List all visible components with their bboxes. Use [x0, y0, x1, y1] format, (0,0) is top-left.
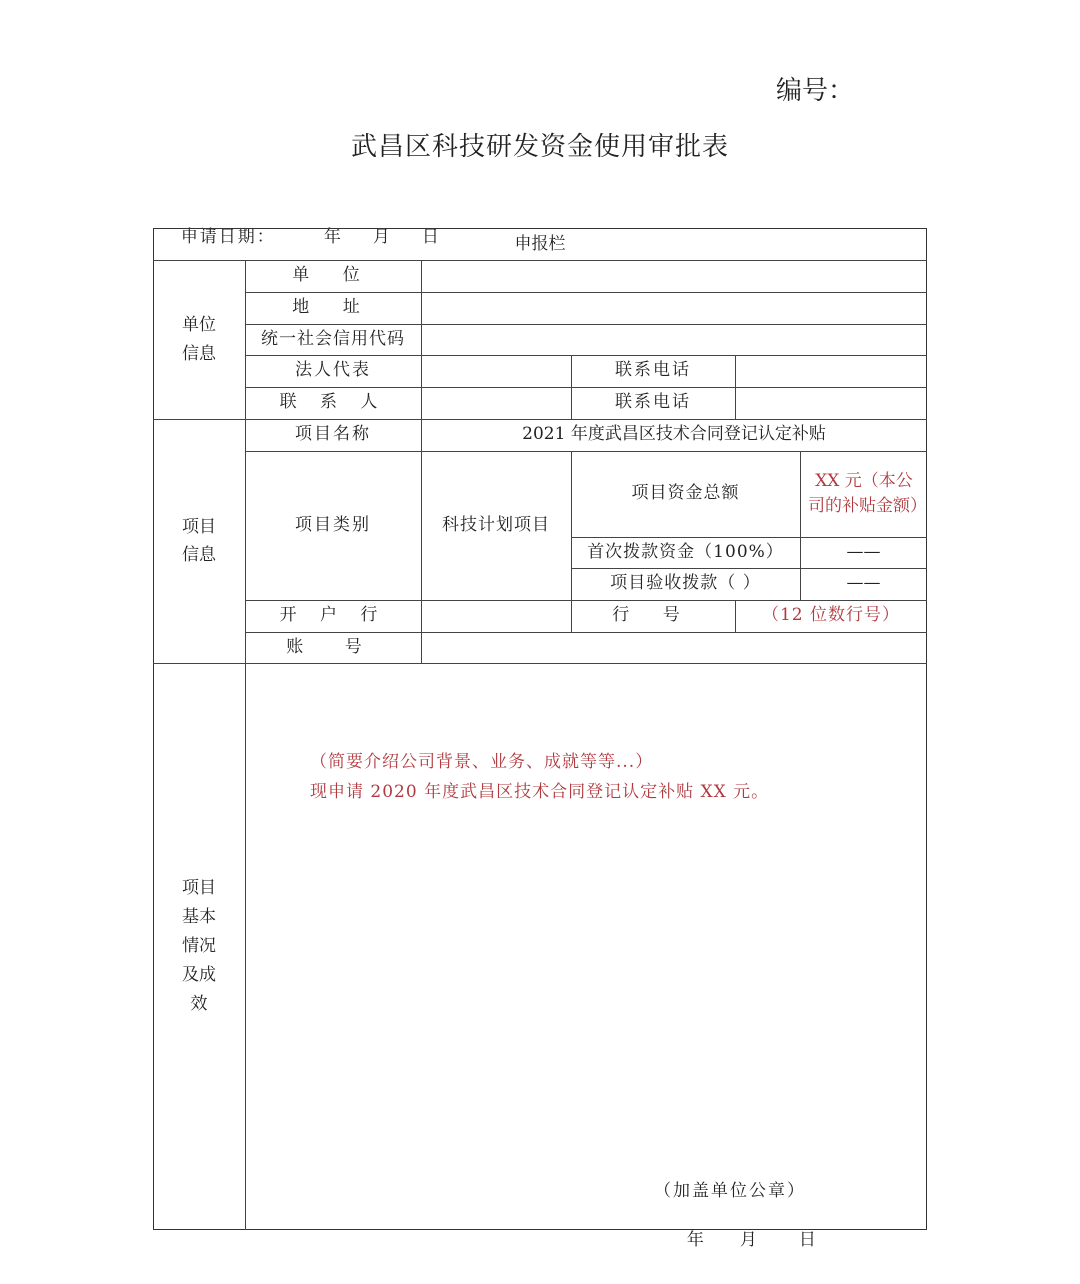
acceptance-payment-value: ——	[846, 573, 881, 594]
form-title: 武昌区科技研发资金使用审批表	[350, 132, 729, 162]
contact-person-label: 联 系 人	[279, 392, 387, 413]
basic-situation-line: 现申请 2020 年度武昌区技术合同登记认定补贴 XX 元。	[310, 781, 770, 802]
project-info-label	[153, 419, 245, 663]
contact-phone-label: 联系电话	[615, 392, 691, 413]
apply-date-day: 日	[421, 227, 441, 247]
basic-situation-label-line: 情况	[182, 936, 216, 957]
signature-day: 日	[798, 1230, 816, 1250]
basic-situation-label-line: 项目	[182, 878, 216, 899]
basic-situation-text[interactable]	[310, 748, 769, 808]
credit-code-field[interactable]	[421, 324, 927, 355]
legal-rep-label: 法人代表	[295, 360, 371, 381]
signature-year: 年	[686, 1230, 704, 1250]
first-payment-value: ——	[846, 541, 881, 562]
bank-number-value: （12 位数行号）	[761, 605, 901, 626]
apply-date-year: 年	[323, 227, 343, 247]
seal-note: （加盖单位公章）	[654, 1181, 806, 1201]
acceptance-payment-label: 项目验收拨款（ ）	[610, 573, 761, 594]
unit-info-label-line: 信息	[182, 343, 216, 364]
project-name-value: 2021 年度武昌区技术合同登记认定补贴	[522, 424, 826, 445]
project-name-label: 项目名称	[295, 424, 371, 445]
row-divider	[153, 663, 927, 664]
unit-label: 单 位	[292, 265, 374, 286]
account-field[interactable]	[421, 632, 927, 663]
project-category-label: 项目类别	[295, 514, 371, 535]
project-info-label-line: 项目	[182, 516, 216, 537]
bank-field[interactable]	[421, 600, 571, 632]
project-info-label-line: 信息	[182, 545, 216, 565]
address-field[interactable]	[421, 292, 927, 324]
signature-month: 月	[739, 1230, 757, 1250]
signature-date	[676, 1205, 816, 1250]
apply-date-label: 申请日期：	[180, 227, 276, 247]
bank-number-label: 行 号	[612, 605, 694, 626]
contact-person-field[interactable]	[421, 387, 571, 419]
address-label: 地 址	[292, 297, 374, 318]
basic-situation-label-line: 及成	[182, 964, 216, 985]
account-label: 账 号	[286, 636, 380, 657]
project-category-value: 科技计划项目	[442, 514, 550, 535]
bank-label: 开 户 行	[279, 605, 387, 626]
basic-situation-label	[153, 663, 245, 1230]
credit-code-label: 统一社会信用代码	[261, 328, 405, 349]
contact-phone-label: 联系电话	[615, 360, 691, 381]
unit-info-label	[153, 260, 245, 419]
legal-rep-field[interactable]	[421, 355, 571, 387]
fund-total-label: 项目资金总额	[631, 483, 740, 504]
contact-phone-field[interactable]	[735, 387, 927, 419]
contact-phone-field[interactable]	[735, 355, 927, 387]
basic-situation-label-line: 基本	[182, 907, 216, 928]
first-payment-label: 首次拨款资金（100%）	[587, 541, 784, 562]
unit-field[interactable]	[421, 260, 927, 292]
unit-info-label-line: 单位	[182, 315, 216, 336]
serial-number-label: 编号：	[776, 76, 855, 106]
section-header: 申报栏	[514, 233, 566, 254]
fund-total-value: XX 元（本公司的补贴金额）	[808, 470, 927, 516]
apply-date-month: 月	[372, 227, 392, 247]
basic-situation-line: （简要介绍公司背景、业务、成就等等...）	[310, 752, 654, 772]
basic-situation-label-line: 效	[190, 993, 208, 1014]
